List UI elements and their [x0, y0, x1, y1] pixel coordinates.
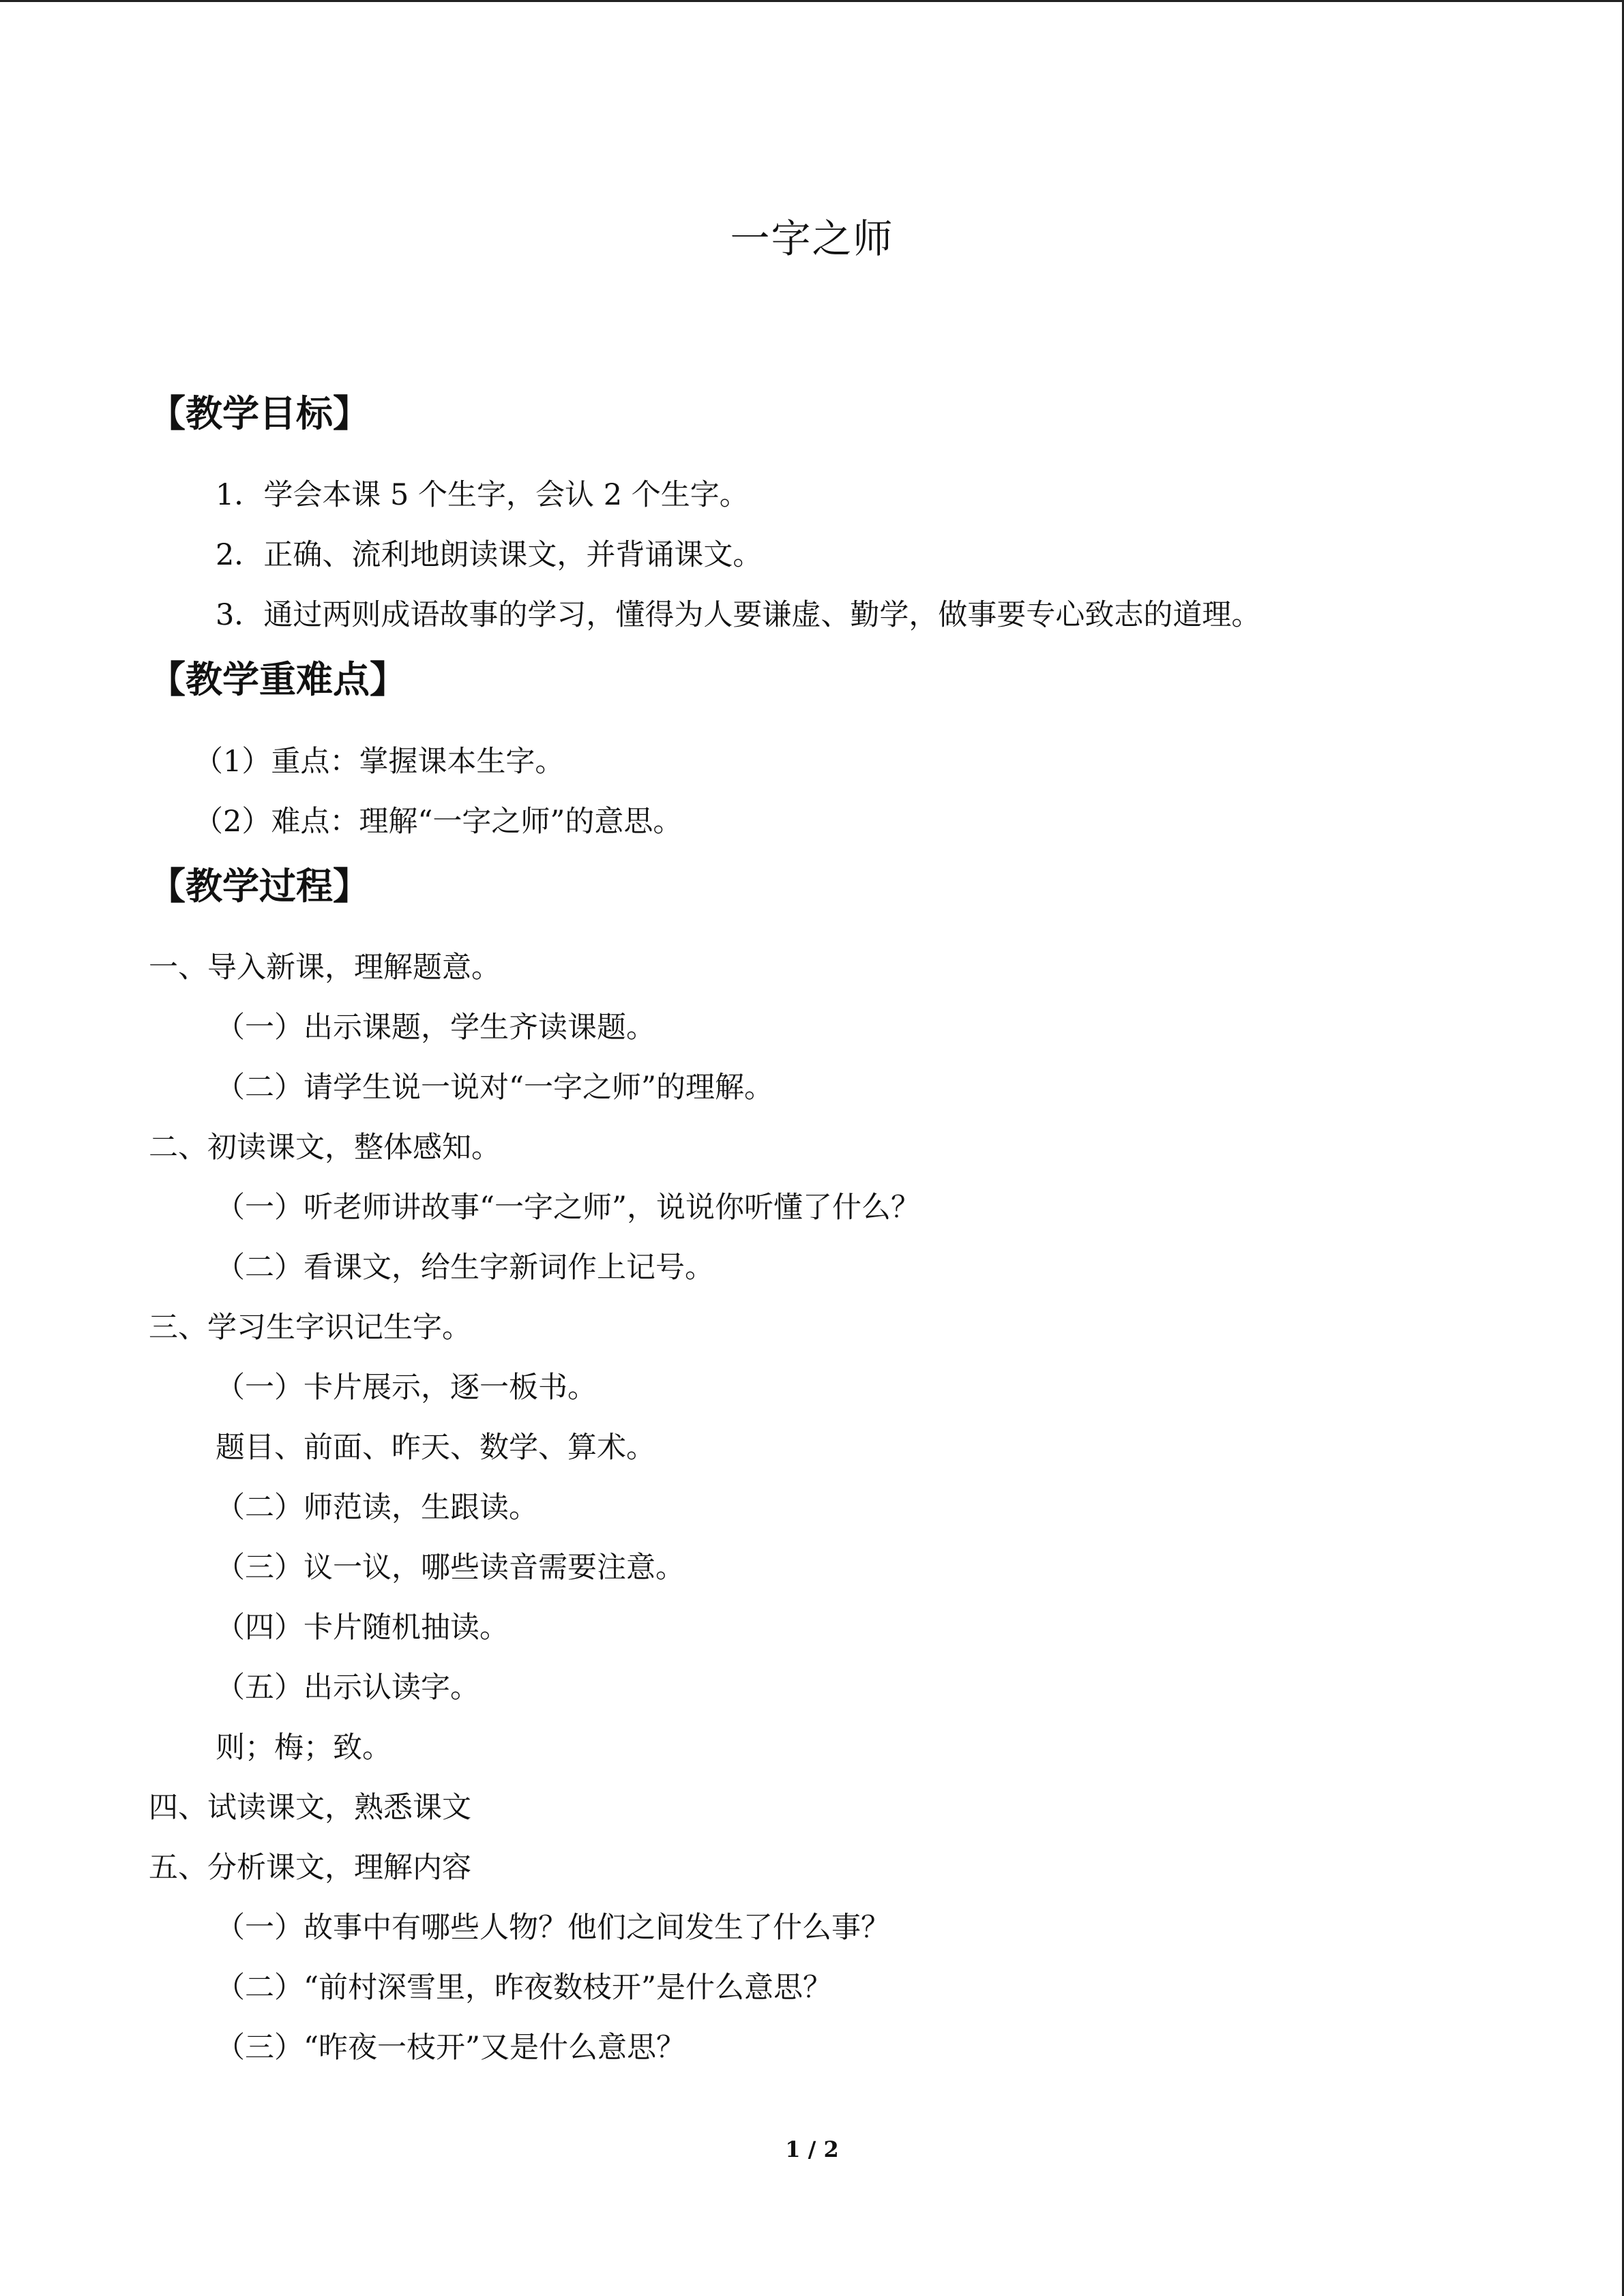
- process-line-3: （二）请学生说一说对“一字之师”的理解。: [216, 1071, 773, 1105]
- process-line-1: 一、导入新课，理解题意。: [149, 951, 501, 985]
- process-line-11: （三）议一议，哪些读音需要注意。: [216, 1551, 685, 1585]
- process-line-10: （二）师范读，生跟读。: [216, 1491, 538, 1525]
- document-title: 一字之师: [730, 215, 894, 262]
- key-points-heading: 【教学重难点】: [149, 658, 407, 701]
- objective-item-1: 1．学会本课 5 个生字，会认 2 个生字。: [216, 478, 749, 512]
- key-point-item-2: （2）难点：理解“一字之师”的意思。: [194, 805, 683, 839]
- process-line-13: （五）出示认读字。: [216, 1671, 479, 1705]
- objective-item-2: 2．正确、流利地朗读课文，并背诵课文。: [216, 538, 763, 572]
- process-line-18: （二）“前村深雪里，昨夜数枝开”是什么意思？: [216, 1971, 832, 2005]
- objective-item-3: 3．通过两则成语故事的学习，懂得为人要谦虚、勤学，做事要专心致志的道理。: [216, 598, 1261, 632]
- objectives-heading: 【教学目标】: [149, 392, 370, 435]
- key-point-item-1: （1）重点：掌握课本生字。: [194, 745, 565, 779]
- process-line-12: （四）卡片随机抽读。: [216, 1611, 509, 1645]
- process-line-16: 五、分析课文，理解内容: [149, 1851, 471, 1885]
- process-line-8: （一）卡片展示，逐一板书。: [216, 1371, 597, 1405]
- process-line-2: （一）出示课题，学生齐读课题。: [216, 1011, 655, 1045]
- process-line-17: （一）故事中有哪些人物？他们之间发生了什么事？: [216, 1911, 890, 1945]
- process-line-6: （二）看课文，给生字新词作上记号。: [216, 1251, 714, 1285]
- page-top-border: [0, 0, 1624, 2]
- process-line-9: 题目、前面、昨天、数学、算术。: [216, 1431, 655, 1465]
- process-line-15: 四、试读课文，熟悉课文: [149, 1791, 471, 1825]
- process-heading: 【教学过程】: [149, 865, 370, 908]
- process-line-5: （一）听老师讲故事“一字之师”，说说你听懂了什么？: [216, 1191, 920, 1225]
- page-number: 1 / 2: [785, 2136, 839, 2162]
- process-line-19: （三）“昨夜一枝开”又是什么意思？: [216, 2031, 685, 2065]
- process-line-4: 二、初读课文，整体感知。: [149, 1131, 501, 1165]
- process-line-14: 则；梅；致。: [216, 1731, 392, 1765]
- process-line-7: 三、学习生字识记生字。: [149, 1311, 471, 1345]
